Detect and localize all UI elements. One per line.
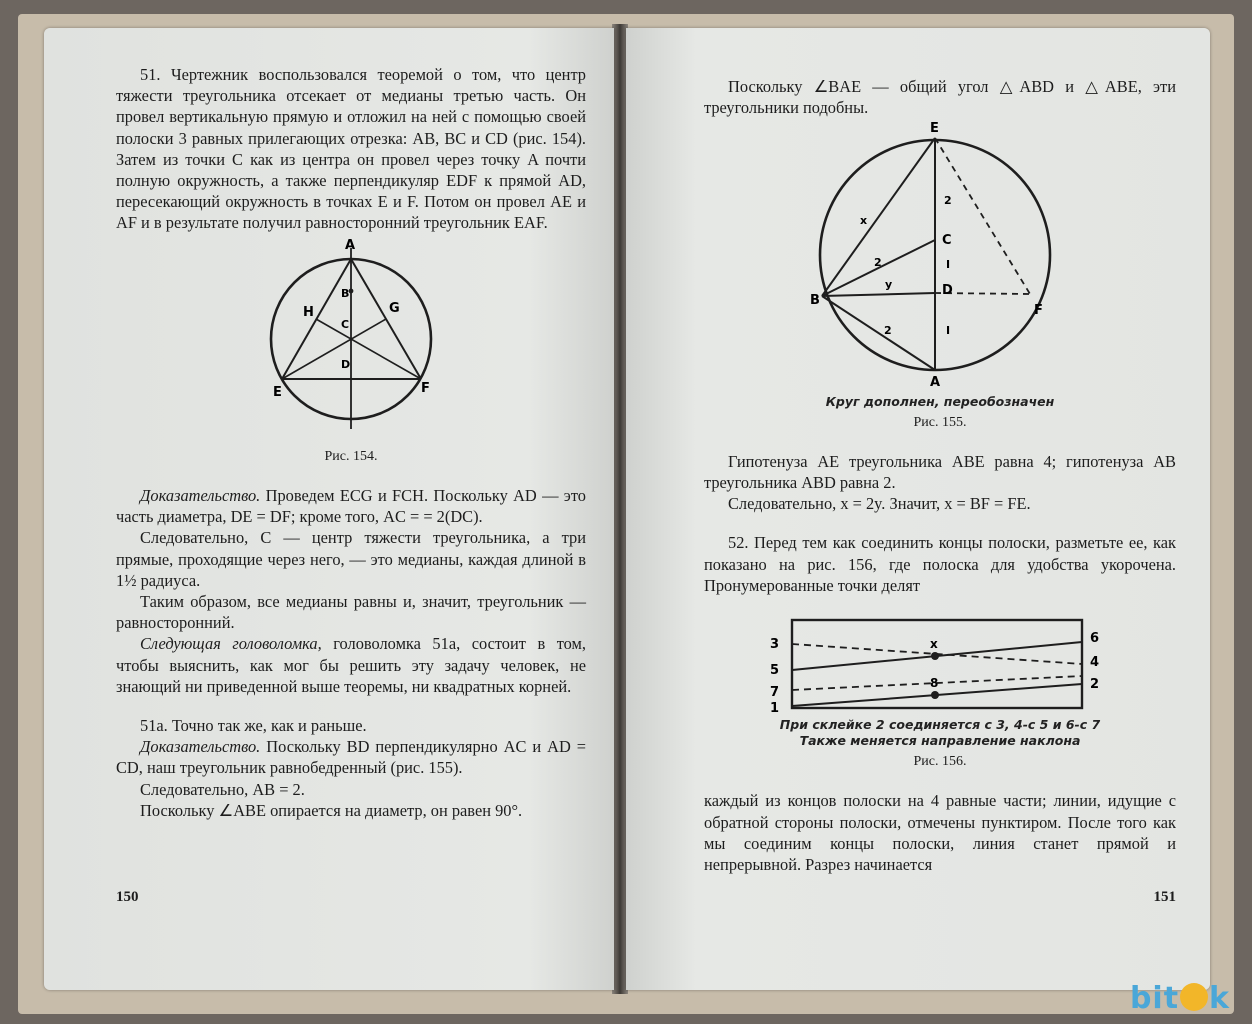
fig155-label-d: D — [942, 283, 953, 299]
fig156-right-label-1: 6 — [1090, 631, 1100, 647]
left-page — [44, 28, 614, 990]
fig154-label-a: A — [345, 237, 356, 253]
fig155-label-2-left: 2 — [874, 256, 882, 270]
fig155-label-1-mid: I — [946, 258, 951, 272]
fig155-label-2-right: 2 — [944, 194, 952, 208]
puzzle-51-solution: 51. Чертежник воспользовался теоремой о том, что центр тяжести треугольника отсекает от медианы третью часть. Он провел вертикальную прямую и отложил на ней с помощью своей полоски 3 равных прилегающих отрезка: AB, BC и CD (рис. 154). Затем из точки C как из центра он провел через точку A почти полную окружность, а также перпендикуляр EDF к прямой AD, пересекающий окружность в точках E и F. Потом он провел AE и AF и в результате получил равносторонний треугольник EAF. — [116, 65, 586, 233]
figure-154-caption: Рис. 154. — [324, 448, 378, 464]
proof-1-text: Проведем ECG и FCH. Поскольку AD — это часть диаметра, DE = DF; кроме того, AC = = 2(DC). — [116, 486, 586, 527]
fig154-label-h: H — [303, 304, 314, 320]
proof-1 — [116, 485, 586, 527]
figure-155-handwritten-note: Круг дополнен, переобозначен — [825, 393, 1055, 409]
puzzle-51a-solution: 51а. Точно так же, как и раньше. — [140, 716, 367, 736]
conclusion-2: Таким образом, все медианы равны и, значит, треугольник — равносторонний. — [116, 592, 586, 633]
next-puzzle-label: Следующая головоломка, — [140, 634, 322, 654]
similar-triangles-text: Поскольку ∠BAE — общий угол △ABD и △ABE, эти треугольники подобны. — [704, 77, 1176, 118]
figure-156-note-2: Также меняется направление наклона — [799, 733, 1081, 749]
fig154-label-b: B — [341, 286, 350, 300]
fig156-label-x: x — [930, 637, 938, 652]
hypotenuse-conclusion: Следовательно, x = 2y. Значит, x = BF = FE. — [728, 494, 1031, 514]
fig154-label-e: E — [273, 384, 282, 400]
watermark-text-start: bit — [1129, 981, 1180, 1016]
proof-1-label: Доказательство. — [140, 486, 261, 506]
fig156-left-label-1: 3 — [770, 637, 780, 653]
puzzle-52-solution: 52. Перед тем как соединить концы полоски, разметьте ее, как показано на рис. 156, где полоска для удобства укорочена. Пронумерованные точки делят — [704, 533, 1176, 595]
figure-156-note-1: При склейке 2 соединяется с 3, 4-с 5 и 6-с 7 — [779, 717, 1101, 733]
angle-statement: Поскольку ∠ABE опирается на диаметр, он равен 90°. — [140, 800, 523, 820]
right-page — [626, 28, 1210, 990]
fig155-label-f: F — [1034, 303, 1043, 319]
figure-154 — [116, 234, 586, 467]
next-puzzle-text: головоломка 51а, состоит в том, чтобы выяснить, как мог бы решить эту задачу человек, не знающий ни приведенной выше теоремы, ни квадратных корней. — [116, 634, 586, 696]
figure-156 — [704, 608, 1176, 772]
fig154-label-d: D — [341, 357, 351, 371]
figure-156-drawing — [770, 608, 1110, 712]
figure-155-drawing — [810, 118, 1070, 388]
fig156-right-label-2: 4 — [1090, 655, 1100, 671]
hypotenuse-text: Гипотенуза AE треугольника ABE равна 4; гипотенуза AB треугольника ABD равна 2. — [704, 451, 1176, 493]
page-number-left: 150 — [116, 889, 139, 905]
fig156-left-label-2: 5 — [770, 663, 780, 679]
conclusion-3: Следовательно, AB = 2. — [140, 779, 305, 799]
watermark-logo-icon — [1180, 983, 1208, 1011]
fig154-label-f: F — [421, 380, 430, 396]
fig155-label-a: A — [930, 375, 941, 389]
fig156-left-label-3: 7 — [770, 685, 780, 701]
figure-155 — [704, 118, 1176, 432]
site-watermark-logo — [1130, 981, 1230, 1016]
left-text-column — [116, 64, 586, 821]
puzzle-52-continued: каждый из концов полоски на 4 равные части; линии, идущие с обратной стороны полоски, отмечены пунктиром. После того как мы соединим концы полоски, линия станет прямой и непрерывной. Разрез начинается — [704, 791, 1176, 875]
fig156-right-label-3: 2 — [1090, 677, 1100, 693]
fig154-label-c: C — [341, 317, 350, 331]
right-text-column — [704, 76, 1176, 875]
fig155-label-b: B — [810, 293, 820, 309]
fig156-label-8: 8 — [930, 676, 939, 691]
fig155-label-1-low: I — [946, 324, 951, 338]
next-puzzle-note — [116, 633, 586, 697]
proof-2-label: Доказательство. — [140, 737, 261, 757]
watermark-text-end: k — [1209, 981, 1230, 1016]
conclusion-1: Следовательно, C — центр тяжести треугольника, а три прямые, проходящие через него, — это медианы, каждая длиной в 1½ радиуса. — [116, 528, 586, 590]
proof-2 — [116, 736, 586, 778]
fig154-label-g: G — [389, 300, 400, 316]
fig155-label-e: E — [930, 121, 939, 137]
fig155-label-c: C — [942, 233, 952, 249]
figure-156-caption: Рис. 156. — [913, 754, 967, 770]
fig156-left-label-4: 1 — [770, 701, 780, 713]
fig155-label-y: y — [885, 278, 893, 292]
proof-2-text: Поскольку BD перпендикулярно AC и AD = CD, наш треугольник равнобедренный (рис. 155). — [116, 737, 586, 778]
fig155-label-2-low: 2 — [884, 324, 892, 338]
fig155-label-x: x — [860, 214, 868, 228]
figure-154-drawing — [241, 234, 461, 439]
page-number-right: 151 — [1153, 889, 1176, 905]
figure-155-caption: Рис. 155. — [913, 414, 967, 430]
